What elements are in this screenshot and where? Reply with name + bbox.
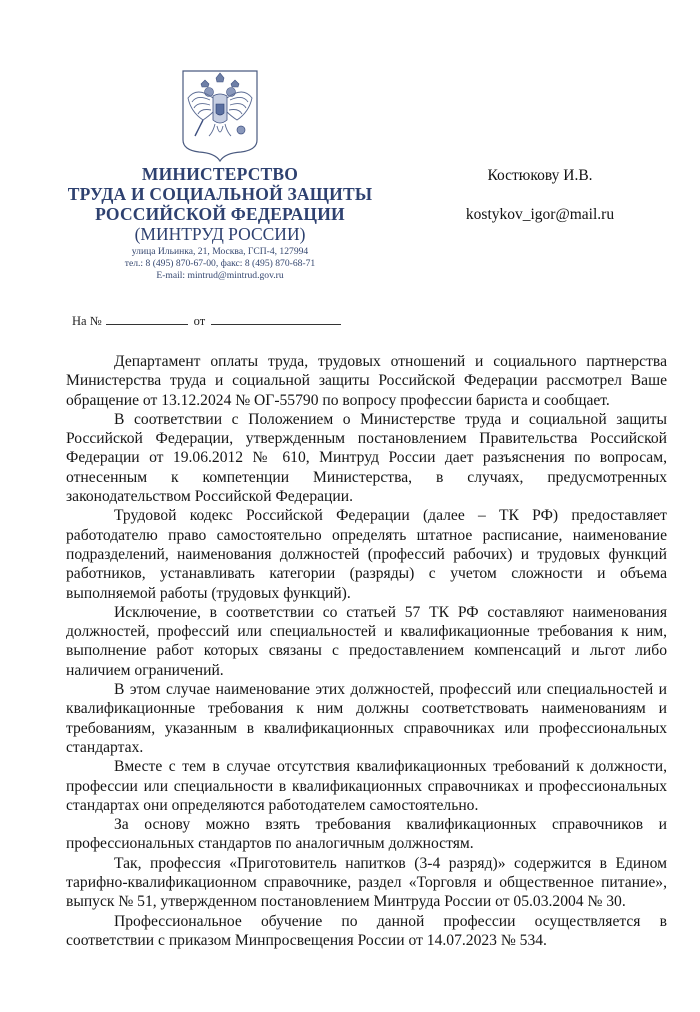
org-address: улица Ильинка, 21, Москва, ГСП-4, 127994 xyxy=(131,246,309,257)
body-paragraph: В этом случае наименование этих должностей, профессий или специальностей и квалификационные требования к ним должны соответствовать наименованиям и требованиям, указанным в квалификационных справочниках или профессиональных стандартах. xyxy=(66,681,667,756)
body-paragraph: Исключение, в соответствии со статьей 57 ТК РФ составляют наименования должностей, профессий или специальностей и квалификационные требования к ним, выполнение работ которых связаны с предоставлением компенсаций и льгот либо наличием ограничений. xyxy=(66,603,667,679)
body-paragraph: Департамент оплаты труда, трудовых отношений и социального партнерства Министерства труда и социальной защиты Российской Федерации рассмотрел Ваше обращение от 13.12.2024 № ОГ-55790 по вопросу профессии бариста и сообщает. xyxy=(66,353,667,409)
russian-coat-of-arms-icon xyxy=(179,68,261,164)
org-email: E-mail: mintrud@mintrud.gov.ru xyxy=(156,270,284,281)
org-phones: тел.: 8 (495) 870-67-00, факс: 8 (495) 870-68-71 xyxy=(124,258,316,269)
body-paragraph: Вместе с тем в случае отсутствия квалификационных требований к должности, профессии или специальности в квалификационных справочниках и профессиональных стандартах они определяются работодателем самостоятельно. xyxy=(66,758,667,814)
body-paragraph: За основу можно взять требования квалификационных справочников и профессиональных стандартов по аналогичным должностям. xyxy=(66,816,667,853)
body-paragraph: Профессиональное обучение по данной профессии осуществляется в соответствии с приказом Минпросвещения России от 14.07.2023 № 534. xyxy=(66,912,667,949)
reference-number-field xyxy=(106,313,188,325)
body-paragraph: Так, профессия «Приготовитель напитков (3-4 разряд)» содержится в Едином тарифно-квалификационном справочнике, раздел «Торговля и общественное питание», выпуск № 51, утвержденном постановлением Минтруда России от 05.03.2004 № 30. xyxy=(66,854,667,911)
org-name-line: МИНИСТЕРСТВО xyxy=(141,164,299,184)
org-short-name: (МИНТРУД РОССИИ) xyxy=(134,224,306,244)
reference-date-field xyxy=(211,313,341,325)
org-name-line: РОССИЙСКОЙ ФЕДЕРАЦИИ xyxy=(95,204,345,224)
body-paragraph: В соответствии с Положением о Министерстве труда и социальной защиты Российской Федерации, утвержденным постановлением Правительства Российской Федерации от 19.06.2012 № 610, Минтруд России дает разъяснения по вопросам, отнесенным к компетенции Министерства, в случаях, предусмотренных законодательством Российской Федерации. xyxy=(66,410,667,506)
letterhead xyxy=(60,68,380,282)
reference-from-label: от xyxy=(193,314,206,328)
recipient-block xyxy=(440,166,640,225)
org-name-line: ТРУДА И СОЦИАЛЬНОЙ ЗАЩИТЫ xyxy=(67,184,373,204)
recipient-name: Костюкову И.В. xyxy=(487,167,593,184)
letter-body xyxy=(66,352,667,950)
recipient-email: kostykov_igor@mail.ru xyxy=(465,206,615,223)
reference-line xyxy=(72,313,341,329)
body-paragraph: Трудовой кодекс Российской Федерации (далее – ТК РФ) предоставляет работодателю право самостоятельно определять штатное расписание, наименование подразделений, наименования должностей (профессий рабочих) и трудовых функций работников, устанавливать категории (разряды) с учетом сложности и объема выполняемой работы (трудовых функций). xyxy=(66,507,667,602)
reference-prefix: На № xyxy=(72,314,102,328)
